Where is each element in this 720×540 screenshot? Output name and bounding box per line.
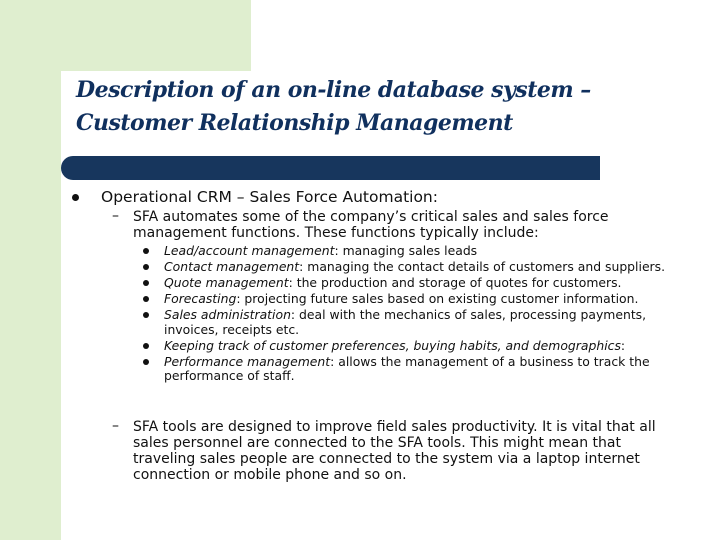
item-description: : projecting future sales based on existing customer information. [236,291,639,307]
title-divider-bar [61,156,600,180]
divider-bar-body [73,156,600,180]
item-lead: Quote management [164,275,289,291]
item-lead: Lead/account management [164,243,335,258]
item-description: : managing sales leads [334,243,478,258]
item-description: : [620,337,626,353]
item-lead: Sales administration [164,307,291,323]
bullet-dot-icon [143,248,149,254]
item-lead: Forecasting [164,291,237,307]
item-description: : allows the management of a business to track the performance of staff. [164,353,650,384]
dash-marker: – [112,208,119,224]
item-lead: Performance management [164,353,331,369]
sfa-functions-list [164,244,674,385]
item-lead: Contact management [164,259,300,275]
bullet-dot-icon [143,296,149,302]
title-line-2: Customer Relationship Management [76,110,513,136]
list-item [164,292,674,306]
item-description: : the production and storage of quotes for customers. [288,275,622,291]
list-item [164,308,674,337]
sfa-intro-text: SFA automates some of the company’s critical sales and sales force management functions. These functions typically include: [133,209,609,241]
title-line-1: Description of an on-line database system – [76,77,591,103]
green-corner-block [0,0,251,71]
bullet-dot-icon [143,359,149,365]
bullet-dot-icon [72,194,79,201]
dash-marker: – [112,418,119,434]
item-description: : deal with the mechanics of sales, processing payments, invoices, receipts etc. [164,307,647,337]
list-item [164,276,674,290]
list-item [164,260,674,274]
list-item [164,244,674,258]
bullet-dot-icon [143,343,149,349]
green-side-band [0,71,61,540]
bullet-dot-icon [143,280,149,286]
list-item [164,355,674,384]
bullet-dot-icon [143,312,149,318]
slide-title [76,74,676,140]
bullet-dot-icon [143,264,149,270]
sfa-tools-text: SFA tools are designed to improve field sales productivity. It is vital that all sales personnel are connected to the SFA tools. This might mean that traveling sales people are connected to the system via a laptop internet connection or mobile phone and so on. [133,419,656,483]
bullet-operational-crm: Operational CRM – Sales Force Automation: [101,188,438,206]
list-item [164,339,674,353]
item-description: : managing the contact details of customers and suppliers. [299,259,666,275]
item-lead: Keeping track of customer preferences, buying habits, and demographics [164,337,621,353]
